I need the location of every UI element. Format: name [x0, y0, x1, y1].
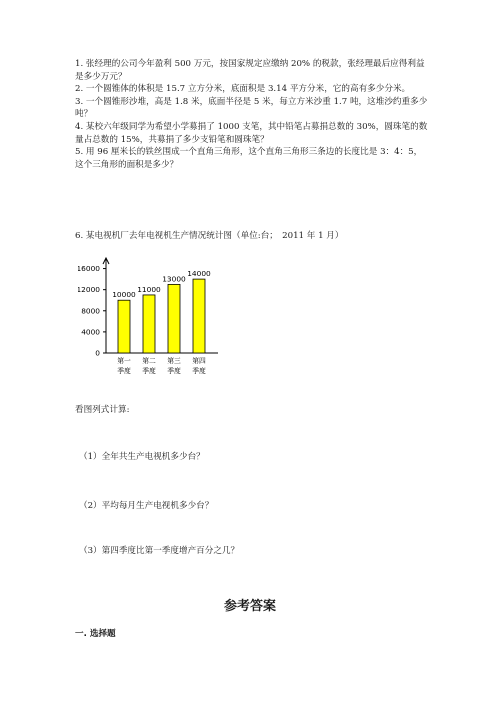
answers-heading: 参考答案 — [223, 599, 276, 614]
subquestion-3: （3）第四季度比第一季度增产百分之几？ — [79, 546, 240, 556]
bar — [193, 279, 205, 353]
bar — [118, 300, 130, 353]
problem-6-title: 6. 某电视机厂去年电视机生产情况统计图（单位:台； 2011 年 1 月） — [75, 231, 344, 241]
problem-2: 2. 一个圆锥体的体积是 15.7 立方分米，底面积是 3.14 平方分米，它的高有多少分米。 — [75, 84, 411, 95]
bar-value-label: 10000 — [112, 290, 136, 300]
problem-5: 5. 用 96 厘米长的铁丝围成一个直角三角形，这个直角三角形三条边的长度比是 3：4：5，这个三角形的面积是多少？ — [75, 147, 423, 170]
problem-1: 1. 张经理的公司今年盈利 500 万元，按国家规定应缴纳 20% 的税款，张经理最后应得利益是多少万元？ — [75, 59, 425, 82]
calc-instruction: 看图列式计算: — [75, 405, 130, 415]
y-tick-label: 0 — [95, 348, 100, 358]
bar — [143, 295, 155, 353]
bar-value-label: 13000 — [162, 274, 186, 284]
y-tick-label: 12000 — [78, 285, 100, 295]
problem-list — [75, 58, 430, 171]
bar-value-label: 11000 — [137, 284, 161, 294]
x-category-label: 季度 — [192, 367, 206, 375]
subquestion-1: （1）全年共生产电视机多少台？ — [79, 452, 205, 462]
x-category-label: 第三 — [167, 357, 181, 365]
x-category-label: 第四 — [192, 357, 206, 365]
y-tick-label: 4000 — [81, 327, 100, 337]
x-category-label: 第一 — [117, 357, 131, 365]
problem-3: 3. 一个圆锥形沙堆，高是 1.8 米，底面半径是 5 米，每立方米沙重 1.7 吨，这堆沙约重多少吨？ — [75, 96, 428, 120]
y-tick-label: 8000 — [81, 306, 100, 316]
bar-value-label: 14000 — [187, 269, 211, 279]
x-category-label: 第二 — [142, 357, 156, 365]
subquestion-2: （2）平均每月生产电视机多少台？ — [79, 501, 214, 511]
section-heading: 一. 选择题 — [75, 629, 116, 639]
bar — [168, 284, 180, 353]
x-category-label: 季度 — [142, 367, 156, 375]
tv-production-chart — [78, 254, 228, 390]
problem-4: 4. 某校六年级同学为希望小学募捐了 1000 支笔，其中铅笔占募捐总数的 30%，圆珠笔的数量占总数的 15%，共募捐了多少支铅笔和圆珠笔？ — [75, 121, 428, 145]
x-category-label: 季度 — [117, 367, 131, 375]
chart-svg — [78, 254, 228, 386]
x-category-label: 季度 — [167, 367, 181, 375]
y-tick-label: 16000 — [78, 264, 100, 274]
